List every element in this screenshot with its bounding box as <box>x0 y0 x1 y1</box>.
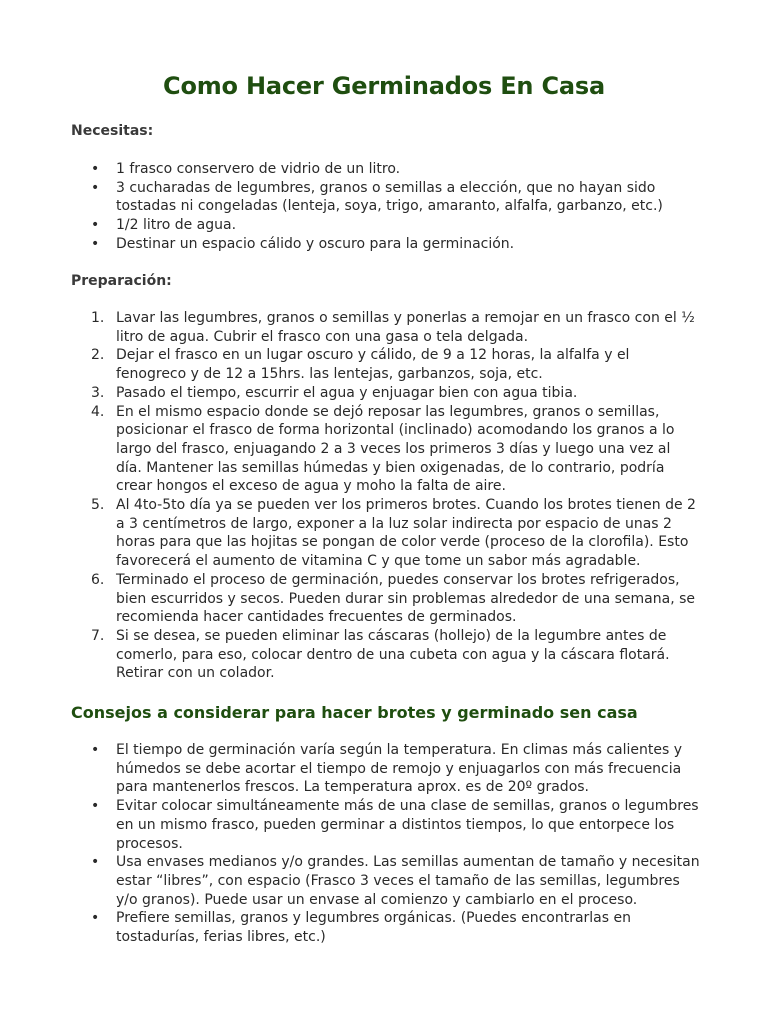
step-item: 5. Al 4to-5to día ya se pueden ver los primeros brotes. Cuando los brotes tienen de 2 a 3 centímetros de largo, exponer a la luz solar indirecta por espacio de unas 2 horas para que las hojitas se pongan de color verde (proceso de la clorofila). Esto favorecerá el aumento de vitamina C y que tome un sabor más agradable. <box>91 497 696 570</box>
step-text: Terminado el proceso de germinación, puedes conservar los brotes refrigerados, bien escurridos y secos. Pueden durar sin problemas alrededor de una semana, se recomienda hacer cantidades frecuentes de germinados. <box>116 571 696 626</box>
page-title: Como Hacer Germinados En Casa <box>163 72 605 100</box>
list-item: • Evitar colocar simultáneamente más de una clase de semillas, granos o legumbres en un mismo frasco, pueden germinar a distintos tiempos, lo que entorpece los procesos. <box>0 797 700 853</box>
list-item: • Prefiere semillas, granos y legumbres orgánicas. (Puedes encontrarlas en tostadurías, ferias libres, etc.) <box>0 909 700 946</box>
preparacion-heading: Preparación: <box>71 273 172 289</box>
step-text: En el mismo espacio donde se dejó reposar las legumbres, granos o semillas, posicionar el frasco de forma horizontal (inclinado) acomodando los granos a lo largo del frasco, enjuagando 2 a 3 veces los primeros 3 días y luego una vez al día. Mantener las semillas húmedas y bien oxigenadas, de lo contrario, podría crear hongos el exceso de agua y moho la falta de aire. <box>116 403 675 495</box>
step-text: Dejar el frasco en un lugar oscuro y cálido, de 9 a 12 horas, la alfalfa y el fenogreco y de 12 a 15hrs. las lentejas, garbanzos, soja, etc. <box>116 347 630 383</box>
list-item: • 1/2 litro de agua. <box>0 216 700 235</box>
step-item: 4. En el mismo espacio donde se dejó reposar las legumbres, granos o semillas, posicionar el frasco de forma horizontal (inclinado) acomodando los granos a lo largo del frasco, enjuagando 2 a 3 veces los primeros 3 días y luego una vez al día. Mantener las semillas húmedas y bien oxigenadas, de lo contrario, podría crear hongos el exceso de agua y moho la falta de aire. <box>91 403 675 495</box>
necesitas-heading: Necesitas: <box>71 123 154 139</box>
consejos-heading: Consejos a considerar para hacer brotes y germinado sen casa <box>71 703 638 722</box>
step-text: Lavar las legumbres, granos o semillas y ponerlas a remojar en un frasco con el ½ litro de agua. Cubrir el frasco con una gasa o tela delgada. <box>116 310 695 345</box>
step-text: Pasado el tiempo, escurrir el agua y enjuagar bien con agua tibia. <box>116 384 578 401</box>
consejos-list <box>0 741 700 947</box>
step-item: 3. Pasado el tiempo, escurrir el agua y enjuagar bien con agua tibia. <box>91 384 578 401</box>
list-item: • 3 cucharadas de legumbres, granos o semillas a elección, que no hayan sido tostadas ni congeladas (lenteja, soya, trigo, amaranto, alfalfa, garbanzo, etc.) <box>0 179 700 216</box>
list-item: • Usa envases medianos y/o grandes. Las semillas aumentan de tamaño y necesitan estar “libres”, con espacio (Frasco 3 veces el tamaño de las semillas, legumbres y/o granos). Puede usar un envase al comienzo y cambiarlo en el proceso. <box>0 853 700 909</box>
step-item: 2. Dejar el frasco en un lugar oscuro y cálido, de 9 a 12 horas, la alfalfa y el fenogreco y de 12 a 15hrs. las lentejas, garbanzos, soja, etc. <box>91 347 630 383</box>
step-item: 7. Si se desea, se pueden eliminar las cáscaras (hollejo) de la legumbre antes de comerlo, para eso, colocar dentro de una cubeta con agua y la cáscara flotará. Retirar con un colador. <box>91 627 670 682</box>
necesitas-list <box>0 160 700 254</box>
step-item: 6. Terminado el proceso de germinación, puedes conservar los brotes refrigerados, bien escurridos y secos. Pueden durar sin problemas alrededor de una semana, se recomienda hacer cantidades frecuentes de germinados. <box>91 571 696 626</box>
list-item: • Destinar un espacio cálido y oscuro para la germinación. <box>0 235 700 254</box>
list-item: • 1 frasco conservero de vidrio de un litro. <box>0 160 700 179</box>
step-text: Si se desea, se pueden eliminar las cáscaras (hollejo) de la legumbre antes de comerlo, para eso, colocar dentro de una cubeta con agua y la cáscara flotará. Retirar con un colador. <box>116 627 670 682</box>
list-item: • El tiempo de germinación varía según la temperatura. En climas más calientes y húmedos se debe acortar el tiempo de remojo y enjuagarlos con más frecuencia para mantenerlos frescos. La temperatura aprox. es de 20º grados. <box>0 741 700 797</box>
step-text: Al 4to-5to día ya se pueden ver los primeros brotes. Cuando los brotes tienen de 2 a 3 centímetros de largo, exponer a la luz solar indirecta por espacio de unas 2 horas para que las hojitas se pongan de color verde (proceso de la clorofila). Esto favorecerá el aumento de vitamina C y que tome un sabor más agradable. <box>116 497 696 570</box>
preparacion-steps <box>0 309 700 683</box>
step-item: 1. Lavar las legumbres, granos o semillas y ponerlas a remojar en un frasco con el ½ litro de agua. Cubrir el frasco con una gasa o tela delgada. <box>91 310 695 345</box>
